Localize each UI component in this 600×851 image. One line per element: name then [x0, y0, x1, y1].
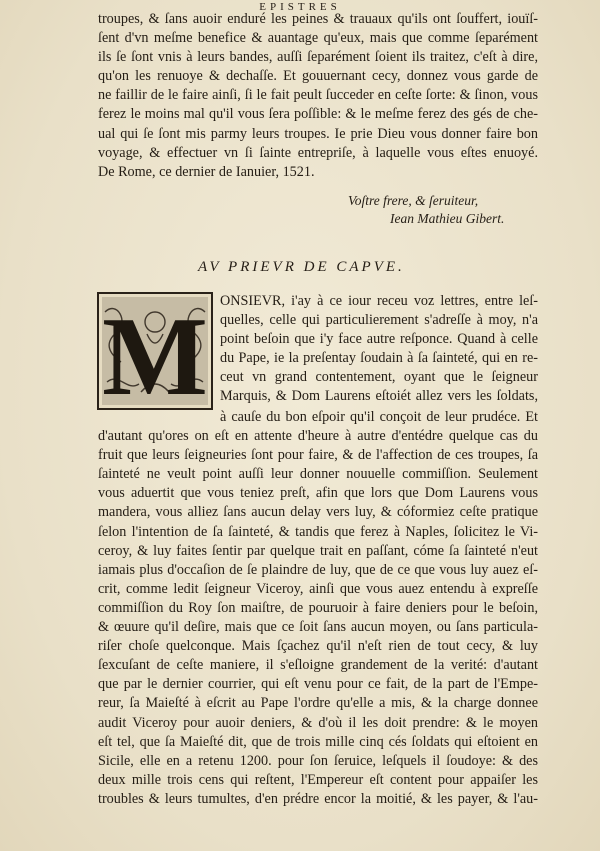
text-line: ne faillir de le faire ainſi, ſi le fait peult ſucceder en ceſte ſorte: & ſinon, vous	[98, 87, 538, 104]
text-line: ſexcuſant de ceſte maniere, il s'eſloigne grandement de la verité: d'autant	[98, 657, 538, 674]
text-line: troubles & leurs tumultes, d'en prédre encor la moitié, & les payer, & l'au-	[98, 790, 538, 807]
paragraph-2-body	[98, 408, 538, 809]
text-line: du Pape, ie la preſentay ſoudain à ſa ſainteté, qui en re-	[220, 350, 538, 367]
svg-text:M: M	[102, 295, 208, 410]
text-line: qu'on les renuoye & dechaſſe. Et gouuernant cecy, donnez vous garde de	[98, 68, 538, 85]
text-line: ual qui ſe ſont mis parmy leurs troupes. Ie prie Dieu vous donner faire bon	[98, 125, 538, 142]
text-line: troupes, & ſans auoir enduré les peines & trauaux qu'ils ont ſouffert, iouïſ-	[98, 11, 538, 27]
paragraph-1	[98, 10, 538, 182]
text-line: ſainteté ne veult point auſſi leur donner nouuelle commiſſion. Seulement	[98, 466, 538, 483]
text-line: commiſſion du Roy ſon maiſtre, de pouruoir à faire deniers pour le beſoin,	[98, 599, 538, 616]
text-line: ſent d'vn meſme benefice & auantage qu'eux, mais que comme ſeparément	[98, 30, 538, 47]
letter-heading: AV PRIEVR DE CAPVE.	[198, 259, 405, 275]
text-line: mandera, vous alliez ſans aucun delay vers luy, & cóformiez ceſte pratique	[98, 504, 538, 521]
text-line: ceut vn grand contentement, oyant que le ſeigneur	[220, 369, 538, 386]
text-line: riſer choſe quelconque. Mais ſçachez qu'il n'eſt rien de tout cecy, & luy	[98, 638, 538, 655]
ornament-icon	[97, 292, 213, 410]
text-line: ceroy, & luy faites ſentir par quelque trait en paſſant, cóme ſa ſainteté n'eut	[98, 542, 538, 559]
signature-name: Iean Mathieu Gibert.	[390, 211, 505, 226]
text-line: deux mille trois cens qui reſtent, l'Empereur eſt content pour appaiſer les	[98, 771, 538, 788]
text-line: fruit que leurs ſeigneuries ſont pour faire, & de l'affection de ces troupes, ſa	[98, 447, 538, 464]
text-line: crit, comme ledit ſeigneur Viceroy, ainſi que vous auez entendu à expreſſe	[98, 580, 538, 597]
text-line: & œuure qu'il deſire, mais que ce ſoit ſans aucun moyen, ou ſans particula-	[98, 619, 538, 636]
text-line: eſt tel, que ſa Maieſté dit, que de trois mille cinq cés ſoldats qui eſtoient en	[98, 733, 538, 750]
text-line: à cauſe du bon eſpoir qu'il conçoit de leur prudéce. Et	[220, 409, 538, 425]
running-head: EPISTRES	[259, 1, 341, 13]
text-line: Sicile, elle en a retenu 1200. pour ſon ſeruice, leſquels il ſoudoye: & des	[98, 752, 538, 769]
paragraph-2-opening	[220, 292, 538, 407]
text-line: audit Viceroy pour auoir deniers, & d'où il les doit prendre: & le moyen	[98, 714, 538, 731]
text-line: voyage, & effectuer vn ſi ſainte entrepriſe, à laquelle vous eſtes enuoyé.	[98, 144, 538, 161]
text-line: ils ſe ſont vnis à leurs bandes, auſſi ſeparément ſoient ils traitez, c'eſt à dire,	[98, 49, 538, 66]
signature-closing: Voſtre frere, & ſeruiteur,	[348, 193, 479, 208]
text-line: ferez le moins mal qu'il vous ſera poſſible: & le meſme ferez des gés de che-	[98, 106, 538, 123]
text-line: ONSIEVR, i'ay à ce iour receu voz lettres, entre leſ-	[220, 293, 538, 309]
text-line: iamais plus d'occaſion de ſe plaindre de luy, que de ce que vous luy auez eſ-	[98, 561, 538, 578]
text-line: vous aduertit que vous teniez preſt, afin que lors que Dom Laurens vous	[98, 485, 538, 502]
text-line: De Rome, ce dernier de Ianuier, 1521.	[98, 163, 315, 180]
text-line: ſelon l'intention de ſa ſainteté, & tandis que ferez à Naples, ſolicitez le Vi-	[98, 523, 538, 540]
decorated-initial-m	[97, 292, 213, 410]
text-line: d'autant qu'ores on eſt en attente d'heure à autre d'entédre quelque cas du	[98, 428, 538, 445]
text-line: que par le dernier courrier, qui eſt venu pour ce fait, de la part de l'Empe-	[98, 676, 538, 693]
text-line: quelles, celle qui particulierement s'adreſſe à moy, n'a	[220, 312, 538, 329]
text-line: point beſoin que i'y face autre reſponce. Quand à celle	[220, 331, 538, 348]
text-line: Marquis, & Dom Laurens eſtoiét allez vers les ſoldats,	[220, 388, 538, 405]
text-line: reur, ſa Maieſté à eſcrit au Pape l'ordre qu'elle a mis, & la charge donnee	[98, 695, 538, 712]
